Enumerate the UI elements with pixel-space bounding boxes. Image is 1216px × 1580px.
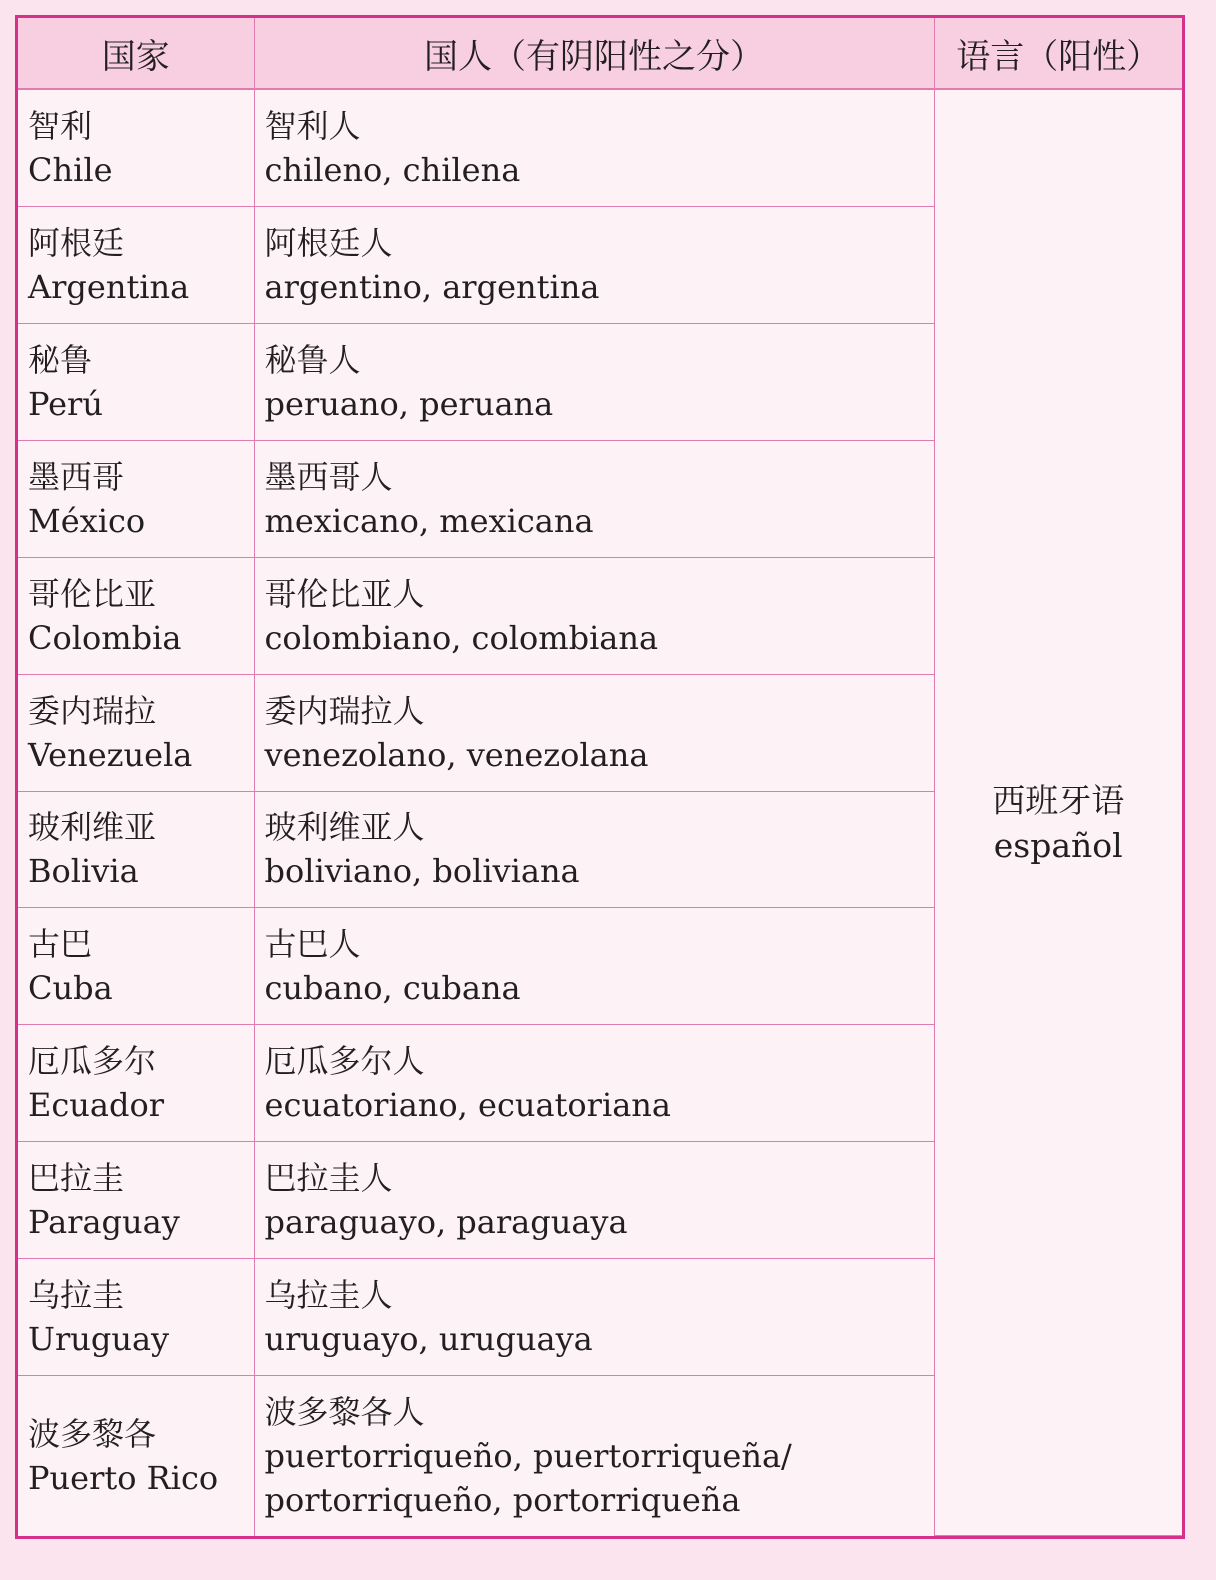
country-cell [18,206,254,323]
country-es: Venezuela [28,735,193,774]
nationality-cell [254,89,934,206]
country-zh: 巴拉圭 [28,1159,125,1198]
country-cell [18,1142,254,1259]
person-zh: 厄瓜多尔人 [264,1042,425,1081]
country-cell [18,1376,254,1536]
nationality-cell [254,1142,934,1259]
country-cell [18,323,254,440]
country-cell [18,908,254,1025]
header-row [18,18,1182,89]
person-es: colombiano, colombiana [264,618,659,657]
header-language: 语言（阳性） [934,18,1182,89]
person-es: peruano, peruana [264,384,554,423]
country-es: Ecuador [28,1086,165,1125]
country-zh: 秘鲁 [28,340,93,379]
person-zh: 玻利维亚人 [264,808,425,847]
person-zh: 智利人 [264,106,361,145]
country-es: Chile [28,150,113,189]
table-row [18,89,1182,206]
person-zh: 委内瑞拉人 [264,691,425,730]
country-cell [18,440,254,557]
country-zh: 哥伦比亚 [28,574,157,613]
nationality-cell [254,1376,934,1536]
country-zh: 乌拉圭 [28,1276,125,1315]
person-es: uruguayo, uruguaya [264,1320,593,1359]
country-zh: 波多黎各 [28,1414,157,1453]
person-zh: 哥伦比亚人 [264,574,425,613]
person-es-alt: portorriqueño, portorriqueña [264,1480,741,1519]
country-zh: 厄瓜多尔 [28,1042,157,1081]
person-es: cubano, cubana [264,969,521,1008]
language-cell [934,89,1182,1536]
country-zh: 委内瑞拉 [28,691,157,730]
person-es: boliviano, boliviana [264,852,580,891]
person-zh: 波多黎各人 [264,1392,425,1431]
person-es: argentino, argentina [264,267,600,306]
country-cell [18,89,254,206]
country-es: Puerto Rico [28,1458,219,1497]
country-cell [18,1259,254,1376]
nationality-cell [254,1259,934,1376]
country-zh: 古巴 [28,925,93,964]
country-zh: 智利 [28,106,93,145]
person-es: chileno, chilena [264,150,521,189]
person-zh: 秘鲁人 [264,340,361,379]
header-nationality: 国人（有阴阳性之分） [254,18,934,89]
language-es: español [993,825,1123,865]
country-es: Paraguay [28,1203,180,1242]
country-es: Perú [28,384,103,423]
country-es: Cuba [28,969,113,1008]
language-zh: 西班牙语 [992,780,1125,820]
country-es: Uruguay [28,1320,170,1359]
country-zh: 墨西哥 [28,457,125,496]
country-zh: 玻利维亚 [28,808,157,847]
nationality-cell [254,1025,934,1142]
country-cell [18,557,254,674]
country-es: Bolivia [28,852,139,891]
nationality-cell [254,206,934,323]
person-es: paraguayo, paraguaya [264,1203,628,1242]
nationality-cell [254,323,934,440]
nationality-table [15,15,1185,1539]
person-es: ecuatoriano, ecuatoriana [264,1086,671,1125]
nationality-cell [254,908,934,1025]
header-country: 国家 [18,18,254,89]
person-zh: 巴拉圭人 [264,1159,393,1198]
nationality-cell [254,674,934,791]
country-es: Colombia [28,618,182,657]
nationality-cell [254,557,934,674]
country-zh: 阿根廷 [28,223,125,262]
person-zh: 阿根廷人 [264,223,393,262]
person-es: venezolano, venezolana [264,735,649,774]
country-es: México [28,501,146,540]
person-zh: 墨西哥人 [264,457,393,496]
country-cell [18,791,254,908]
country-cell [18,1025,254,1142]
person-zh: 乌拉圭人 [264,1276,393,1315]
nationality-cell [254,791,934,908]
country-cell [18,674,254,791]
table [18,18,1182,1536]
person-zh: 古巴人 [264,925,361,964]
nationality-cell [254,440,934,557]
person-es: puertorriqueño, puertorriqueña/ [264,1436,792,1475]
person-es: mexicano, mexicana [264,501,594,540]
country-es: Argentina [28,267,190,306]
